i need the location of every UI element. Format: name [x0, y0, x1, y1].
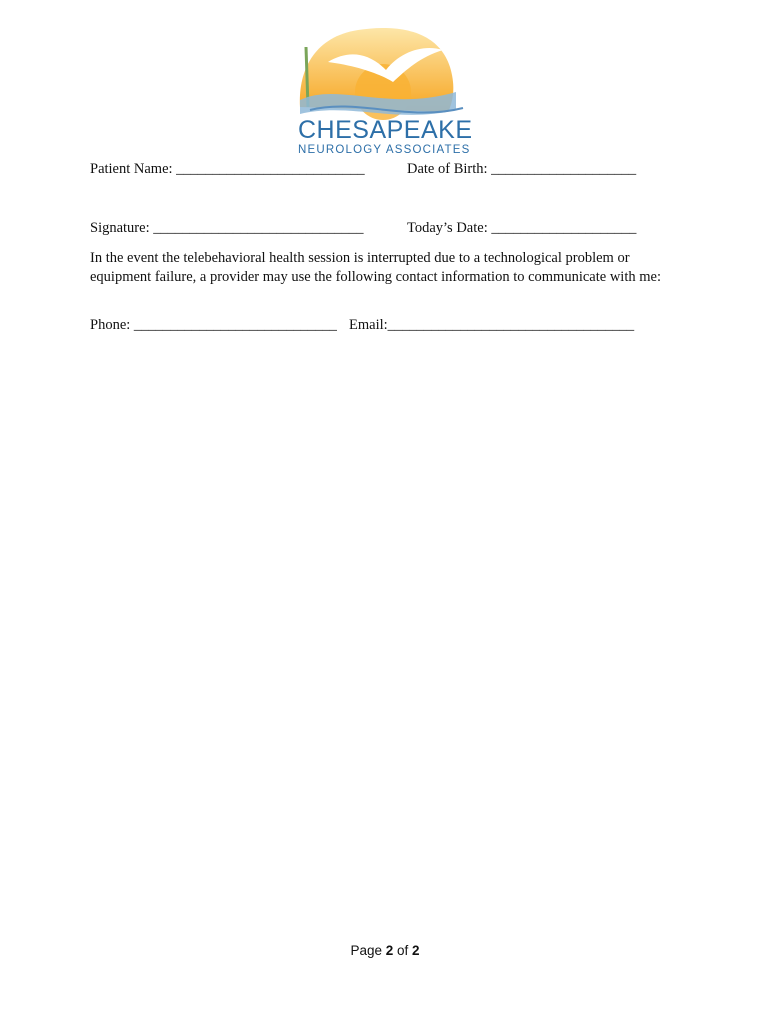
contact-paragraph: In the event the telebehavioral health session is interrupted due to a technological problem or equipment failure, a provider may use the following contact information to communicate with me:	[90, 250, 661, 285]
page-word: Page	[350, 943, 382, 958]
page-footer	[0, 943, 770, 958]
phone-field[interactable]: Phone: ____________________________	[90, 317, 337, 333]
email-field[interactable]: Email:__________________________________	[349, 317, 635, 333]
logo-subtitle: NEUROLOGY ASSOCIATES	[298, 144, 471, 156]
todays-date-field[interactable]: Today’s Date: ____________________	[407, 220, 637, 236]
page-total: 2	[412, 943, 420, 958]
date-of-birth-field[interactable]: Date of Birth: ____________________	[407, 161, 637, 177]
page-number: 2	[385, 943, 394, 958]
of-word: of	[397, 943, 409, 958]
signature-field[interactable]: Signature: _____________________________	[90, 220, 364, 236]
patient-name-field[interactable]: Patient Name: __________________________	[90, 161, 365, 177]
logo-title: CHESAPEAKE	[298, 116, 473, 144]
